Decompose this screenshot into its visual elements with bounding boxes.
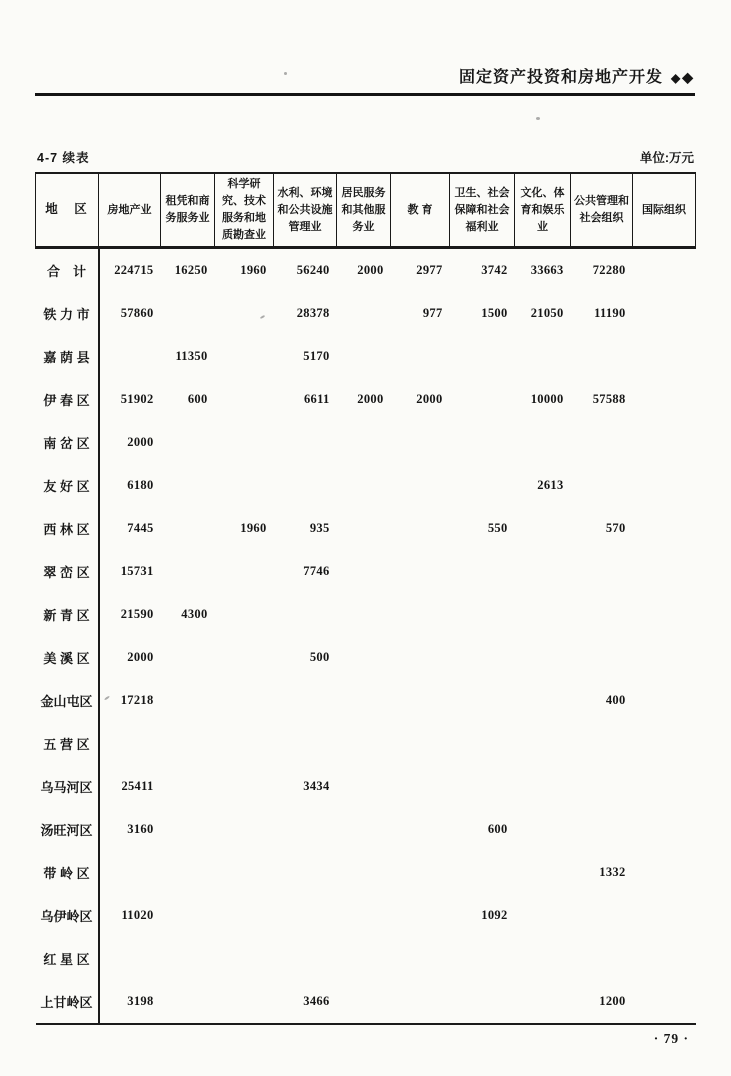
value-cell: 33663: [530, 263, 564, 278]
value-cell: [274, 722, 337, 765]
data-table: [35, 172, 696, 1025]
value-cell: 57860: [120, 306, 154, 321]
value-cell: 3742: [481, 263, 508, 278]
value-cell: 4300: [181, 607, 208, 622]
value-cell: [515, 894, 571, 937]
value-cell: 10000: [530, 392, 564, 407]
value-cell: [161, 507, 215, 550]
value-cell: [633, 421, 696, 464]
value-cell: [274, 894, 337, 937]
value-cell: [215, 593, 274, 636]
table-row-11: [36, 722, 696, 765]
value-cell: [450, 378, 515, 421]
value-cell: [337, 636, 391, 679]
unit-label: 单位:万元: [639, 151, 694, 165]
value-cell: [633, 765, 696, 808]
value-cell: [450, 722, 515, 765]
value-cell: [215, 722, 274, 765]
value-cell: [450, 937, 515, 980]
value-cell: [99, 851, 161, 894]
value-cell: [633, 980, 696, 1024]
table-row-12: [36, 765, 696, 808]
value-cell: 1092: [481, 908, 508, 923]
value-cell: [337, 937, 391, 980]
value-cell: [337, 507, 391, 550]
value-cell: [571, 722, 633, 765]
value-cell: [337, 593, 391, 636]
region-cell: 西 林 区: [36, 507, 99, 550]
value-cell: 600: [187, 392, 208, 407]
value-cell: [161, 636, 215, 679]
value-cell: [391, 851, 450, 894]
value-cell: 72280: [592, 263, 626, 278]
value-cell: [391, 421, 450, 464]
value-cell: 16250: [174, 263, 208, 278]
value-cell: [633, 894, 696, 937]
table-row-5: [36, 464, 696, 507]
value-cell: 600: [487, 822, 508, 837]
table-row-7: [36, 550, 696, 593]
value-cell: [571, 464, 633, 507]
value-cell: 3434: [303, 779, 330, 794]
value-cell: 15731: [120, 564, 154, 579]
header-rule: [35, 93, 695, 96]
value-cell: [337, 292, 391, 335]
value-cell: [161, 550, 215, 593]
region-cell: 翠 峦 区: [36, 550, 99, 593]
value-cell: [391, 937, 450, 980]
region-cell: 友 好 区: [36, 464, 99, 507]
value-cell: [337, 765, 391, 808]
table-row-14: [36, 851, 696, 894]
value-cell: 1960: [240, 263, 267, 278]
value-cell: [161, 765, 215, 808]
value-cell: 500: [309, 650, 330, 665]
table-row-2: [36, 335, 696, 378]
value-cell: 11020: [121, 908, 154, 923]
value-cell: [391, 894, 450, 937]
value-cell: 7445: [127, 521, 154, 536]
region-cell: 合 计: [36, 248, 99, 293]
table-continuation-label: 4-7 续表: [37, 151, 90, 165]
value-cell: [515, 765, 571, 808]
table-row-4: [36, 421, 696, 464]
value-cell: [571, 894, 633, 937]
table-row-17: [36, 980, 696, 1024]
region-cell: 铁 力 市: [36, 292, 99, 335]
value-cell: [391, 507, 450, 550]
value-cell: [633, 248, 696, 293]
value-cell: [215, 679, 274, 722]
value-cell: [633, 722, 696, 765]
value-cell: [571, 550, 633, 593]
region-cell: 新 青 区: [36, 593, 99, 636]
value-cell: [633, 507, 696, 550]
region-cell: 红 星 区: [36, 937, 99, 980]
value-cell: [161, 808, 215, 851]
region-cell: 南 岔 区: [36, 421, 99, 464]
value-cell: [391, 550, 450, 593]
table-row-8: [36, 593, 696, 636]
value-cell: 550: [487, 521, 508, 536]
value-cell: 6611: [303, 392, 330, 407]
value-cell: [215, 808, 274, 851]
value-cell: 1500: [481, 306, 508, 321]
value-cell: [161, 292, 215, 335]
value-cell: 11190: [594, 306, 626, 321]
value-cell: 25411: [121, 779, 154, 794]
value-cell: 2000: [416, 392, 443, 407]
value-cell: [161, 851, 215, 894]
running-header: [35, 64, 695, 87]
table-header-row: [36, 173, 696, 248]
value-cell: [571, 335, 633, 378]
value-cell: [337, 550, 391, 593]
region-cell: 汤旺河区: [36, 808, 99, 851]
value-cell: [571, 808, 633, 851]
value-cell: [215, 894, 274, 937]
value-cell: [450, 851, 515, 894]
value-cell: [337, 421, 391, 464]
value-cell: [215, 851, 274, 894]
value-cell: [515, 679, 571, 722]
value-cell: 5170: [303, 349, 330, 364]
value-cell: 1200: [599, 994, 626, 1009]
value-cell: [633, 851, 696, 894]
value-cell: [337, 679, 391, 722]
region-cell: 带 岭 区: [36, 851, 99, 894]
region-cell: 五 营 区: [36, 722, 99, 765]
value-cell: [99, 722, 161, 765]
value-cell: [633, 292, 696, 335]
value-cell: 3466: [303, 994, 330, 1009]
value-cell: [274, 851, 337, 894]
value-cell: [274, 808, 337, 851]
value-cell: [571, 636, 633, 679]
table-row-3: [36, 378, 696, 421]
value-cell: 2000: [127, 435, 154, 450]
value-cell: [391, 765, 450, 808]
chapter-title: 固定资产投资和房地产开发: [458, 69, 663, 86]
value-cell: [515, 335, 571, 378]
value-cell: [274, 421, 337, 464]
column-header-2: 租凭和商务服务业: [161, 173, 215, 248]
table-row-10: [36, 679, 696, 722]
table-body: [36, 248, 696, 1025]
value-cell: 57588: [592, 392, 626, 407]
column-header-10: 国际组织: [633, 173, 696, 248]
value-cell: [633, 636, 696, 679]
region-cell: 美 溪 区: [36, 636, 99, 679]
value-cell: [391, 593, 450, 636]
value-cell: [391, 722, 450, 765]
value-cell: [337, 980, 391, 1024]
value-cell: [274, 593, 337, 636]
value-cell: 2000: [357, 263, 384, 278]
column-header-7: 卫生、社会保障和社会福利业: [450, 173, 515, 248]
value-cell: [571, 937, 633, 980]
scan-artifact: [536, 117, 540, 120]
value-cell: 3160: [127, 822, 154, 837]
value-cell: 7746: [303, 564, 330, 579]
value-cell: 21050: [530, 306, 564, 321]
value-cell: [633, 593, 696, 636]
value-cell: 56240: [296, 263, 330, 278]
value-cell: [391, 808, 450, 851]
value-cell: 21590: [120, 607, 154, 622]
table-header: [36, 173, 696, 248]
column-header-3: 科学研究、技术服务和地质勘查业: [215, 173, 274, 248]
value-cell: [215, 550, 274, 593]
value-cell: [161, 464, 215, 507]
table-row-9: [36, 636, 696, 679]
value-cell: [515, 593, 571, 636]
value-cell: [274, 937, 337, 980]
value-cell: [215, 464, 274, 507]
value-cell: [161, 722, 215, 765]
value-cell: [515, 937, 571, 980]
value-cell: 977: [422, 306, 443, 321]
value-cell: [215, 378, 274, 421]
value-cell: [99, 335, 161, 378]
value-cell: [391, 679, 450, 722]
value-cell: [633, 937, 696, 980]
value-cell: [337, 335, 391, 378]
column-header-0: 地 区: [36, 173, 99, 248]
value-cell: [161, 937, 215, 980]
value-cell: [450, 550, 515, 593]
value-cell: [515, 421, 571, 464]
value-cell: [515, 851, 571, 894]
value-cell: [450, 636, 515, 679]
value-cell: [161, 679, 215, 722]
column-header-6: 教 育: [391, 173, 450, 248]
value-cell: [633, 679, 696, 722]
value-cell: [337, 808, 391, 851]
value-cell: [633, 808, 696, 851]
value-cell: 2613: [537, 478, 564, 493]
table-row-0: [36, 248, 696, 293]
value-cell: 51902: [120, 392, 154, 407]
value-cell: [450, 765, 515, 808]
value-cell: 224715: [114, 263, 154, 278]
column-header-9: 公共管理和社会组织: [571, 173, 633, 248]
value-cell: 11350: [175, 349, 208, 364]
value-cell: 2977: [416, 263, 443, 278]
value-cell: [515, 980, 571, 1024]
value-cell: [515, 636, 571, 679]
value-cell: [391, 335, 450, 378]
table-row-6: [36, 507, 696, 550]
region-cell: 乌伊岭区: [36, 894, 99, 937]
value-cell: [450, 335, 515, 378]
value-cell: 935: [309, 521, 330, 536]
value-cell: [633, 335, 696, 378]
value-cell: [450, 679, 515, 722]
value-cell: [571, 593, 633, 636]
value-cell: [161, 894, 215, 937]
value-cell: [215, 980, 274, 1024]
column-header-4: 水利、环境和公共设施管理业: [274, 173, 337, 248]
value-cell: 1332: [599, 865, 626, 880]
value-cell: [391, 636, 450, 679]
value-cell: [450, 980, 515, 1024]
value-cell: [215, 421, 274, 464]
value-cell: [391, 980, 450, 1024]
value-cell: [215, 636, 274, 679]
region-cell: 金山屯区: [36, 679, 99, 722]
value-cell: 28378: [296, 306, 330, 321]
value-cell: 17218: [120, 693, 154, 708]
value-cell: [99, 937, 161, 980]
region-cell: 嘉 荫 县: [36, 335, 99, 378]
table-row-1: [36, 292, 696, 335]
value-cell: 570: [605, 521, 626, 536]
column-header-1: 房地产业: [99, 173, 161, 248]
column-header-5: 居民服务和其他服务业: [337, 173, 391, 248]
value-cell: [633, 464, 696, 507]
value-cell: [337, 464, 391, 507]
region-cell: 乌马河区: [36, 765, 99, 808]
value-cell: [515, 722, 571, 765]
value-cell: 400: [605, 693, 626, 708]
value-cell: 3198: [127, 994, 154, 1009]
scan-artifact: [284, 72, 287, 75]
diamond-icons: ◆◆: [670, 69, 695, 85]
value-cell: [450, 421, 515, 464]
value-cell: [161, 980, 215, 1024]
value-cell: [337, 851, 391, 894]
region-cell: 伊 春 区: [36, 378, 99, 421]
value-cell: [337, 722, 391, 765]
region-cell: 上甘岭区: [36, 980, 99, 1024]
value-cell: [215, 765, 274, 808]
value-cell: 1960: [240, 521, 267, 536]
value-cell: [337, 894, 391, 937]
value-cell: 2000: [357, 392, 384, 407]
value-cell: 6180: [127, 478, 154, 493]
value-cell: [450, 593, 515, 636]
value-cell: [633, 550, 696, 593]
value-cell: [215, 335, 274, 378]
table-row-15: [36, 894, 696, 937]
column-header-8: 文化、体育和娱乐业: [515, 173, 571, 248]
value-cell: [161, 421, 215, 464]
page-number: · 79 ·: [653, 1031, 689, 1046]
value-cell: [391, 464, 450, 507]
value-cell: [571, 421, 633, 464]
value-cell: [215, 937, 274, 980]
value-cell: [515, 507, 571, 550]
value-cell: [274, 679, 337, 722]
value-cell: [215, 292, 274, 335]
table-row-16: [36, 937, 696, 980]
value-cell: 2000: [127, 650, 154, 665]
value-cell: [450, 464, 515, 507]
value-cell: [515, 808, 571, 851]
value-cell: [515, 550, 571, 593]
table-row-13: [36, 808, 696, 851]
value-cell: [571, 765, 633, 808]
value-cell: [274, 464, 337, 507]
value-cell: [633, 378, 696, 421]
